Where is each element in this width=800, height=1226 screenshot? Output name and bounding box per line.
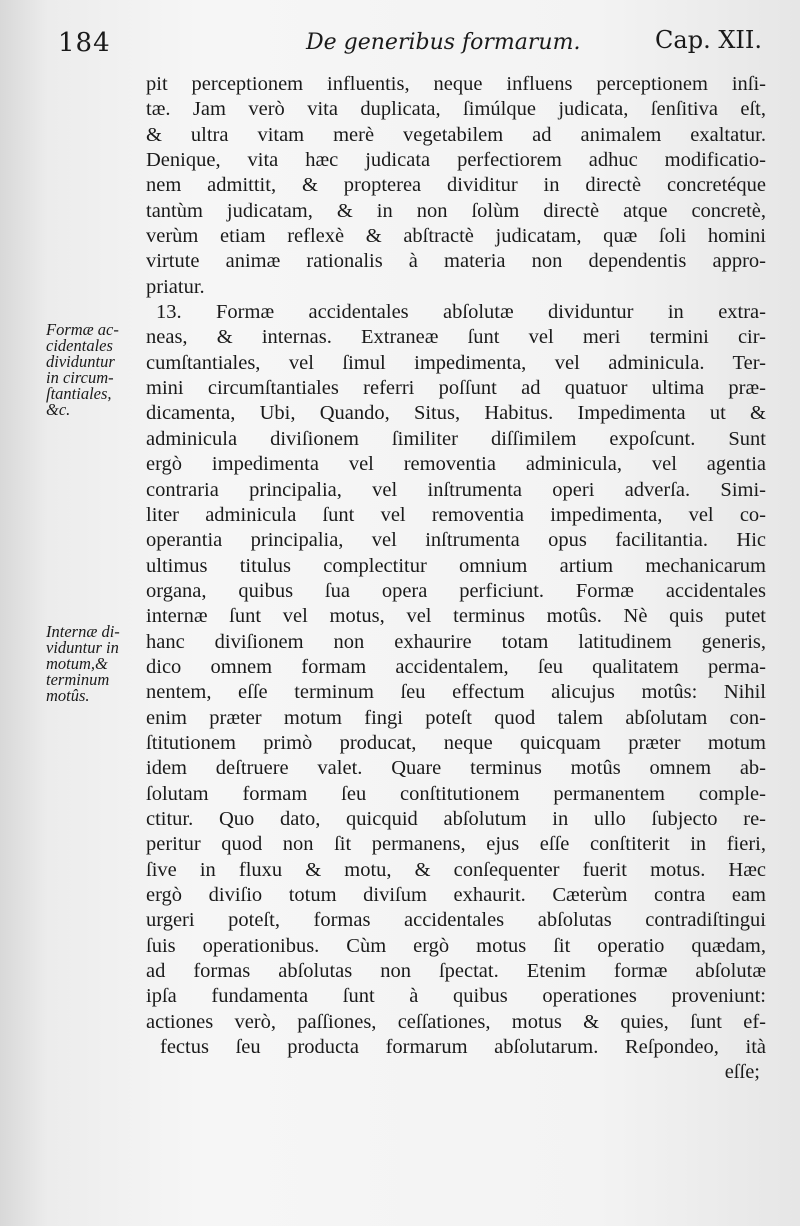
text-line: idem deſtruere valet. Quare terminus motûs omnem ab- [146, 757, 766, 780]
margin-note-line: Formæ ac- [46, 320, 119, 339]
text-line: mini circumſtantiales referri poſſunt ad quatuor ultima præ- [146, 377, 766, 400]
text-line: ſolutam formam ſeu conſtitutionem permanentem comple- [146, 782, 766, 805]
margin-note-line: terminum [46, 670, 110, 689]
text-line: ipſa fundamenta ſunt à quibus operationes proveniunt: [146, 985, 766, 1008]
margin-note-line: dividuntur [46, 352, 115, 371]
body-text [146, 72, 766, 1086]
text-line: internæ ſunt vel motus, vel terminus motûs. Nè quis putet [146, 605, 766, 628]
text-line: urgeri poteſt, formas accidentales abſolutas contradiſtingui [146, 909, 766, 932]
text-line: dicamenta, Ubi, Quando, Situs, Habitus. Impedimenta ut & [146, 402, 766, 425]
margin-note-line: motum,& [46, 654, 108, 673]
text-line: dico omnem formam accidentalem, ſeu qualitatem perma- [146, 655, 766, 678]
text-line: ſuis operationibus. Cùm ergò motus ſit operatio quædam, [146, 934, 766, 957]
text-line: cumſtantiales, vel ſimul impedimenta, vel adminicula. Ter- [146, 351, 766, 374]
text-line: neas, & internas. Extraneæ ſunt vel meri termini cir- [146, 326, 766, 349]
text-line: enim præter motum fingi poteſt quod talem abſolutam con- [146, 706, 766, 729]
chapter-label: Cap. XII. [655, 26, 762, 54]
text-line: ultimus titulus complectitur omnium artium mechanicarum [146, 554, 766, 577]
margin-note-line: viduntur in [46, 638, 119, 657]
text-line: ctitur. Quo dato, quicquid abſolutum in ullo ſubjecto re- [146, 807, 766, 830]
margin-note-line: Internæ di- [46, 622, 120, 641]
page-number: 184 [58, 28, 111, 58]
text-line: ergò diviſio totum diviſum exhaurit. Cæterùm contra eam [146, 884, 766, 906]
text-line: actiones verò, paſſiones, ceſſationes, motus & quies, ſunt ef- [146, 1010, 766, 1033]
text-line: virtute animæ rationalis à materia non dependentis appro- [146, 250, 766, 273]
margin-note-line: &c. [46, 400, 71, 419]
text-line: hanc diviſionem non exhaurire totam latitudinem generis, [146, 630, 766, 653]
text-line: operantia principalia, vel inſtrumenta opus facilitantia. Hic [146, 529, 766, 552]
text-line: ad formas abſolutas non ſpectat. Etenim formæ abſolutæ [146, 960, 766, 983]
text-line: peritur quod non ſit permanens, ejus eſſe conſtiterit in fieri, [146, 833, 766, 856]
margin-note-formae-accidentales [46, 322, 150, 418]
margin-note-line: ſtantiales, [46, 384, 112, 403]
text-line: verùm etiam reflexè & abſtractè judicatam, quæ ſoli homini [146, 225, 766, 248]
text-line: tantùm judicatam, & in non ſolùm directè atque concretè, [146, 199, 766, 222]
text-line: Denique, vita hæc judicata perfectiorem adhuc modificatio- [146, 149, 766, 172]
text-line: liter adminicula ſunt vel removentia impedimenta, vel co- [146, 503, 766, 526]
text-line: nentem, eſſe terminum ſeu effectum alicujus motûs: Nihil [146, 681, 766, 704]
margin-note-internae [46, 624, 150, 704]
text-line: ergò impedimenta vel removentia adminicula, vel agentia [146, 453, 766, 476]
margin-note-line: in circum- [46, 368, 114, 387]
text-line: nem admittit, & propterea dividitur in directè concretéque [146, 174, 766, 197]
text-line: contraria principalia, vel inſtrumenta operi adverſa. Simi- [146, 478, 766, 501]
running-title: De generibus formarum. [306, 30, 581, 55]
text-line: organa, quibus ſua opera perficiunt. Formæ accidentales [146, 579, 766, 602]
margin-note-line: motûs. [46, 686, 90, 705]
text-line: 13. Formæ accidentales abſolutæ dividuntur in extra- [156, 301, 766, 324]
text-line: & ultra vitam merè vegetabilem ad animalem exaltatur. [146, 123, 766, 146]
text-line: ſive in fluxu & motu, & conſequenter fuerit motus. Hæc [146, 858, 766, 881]
text-line: priatur. [146, 275, 205, 298]
text-line: adminicula diviſionem ſimiliter diſſimilem expoſcunt. Sunt [146, 427, 766, 450]
text-line: eſſe; [724, 1061, 760, 1084]
text-line: tæ. Jam verò vita duplicata, ſimúlque judicata, ſenſitiva eſt, [146, 98, 766, 121]
text-line: ſtitutionem primò producat, neque quicquam præter motum [146, 731, 766, 754]
margin-note-line: cidentales [46, 336, 113, 355]
page-header [58, 22, 762, 62]
text-line: pit perceptionem influentis, neque influens perceptionem inſi- [146, 73, 766, 95]
text-line: fectus ſeu producta formarum abſolutarum. Reſpondeo, ità [160, 1036, 766, 1059]
